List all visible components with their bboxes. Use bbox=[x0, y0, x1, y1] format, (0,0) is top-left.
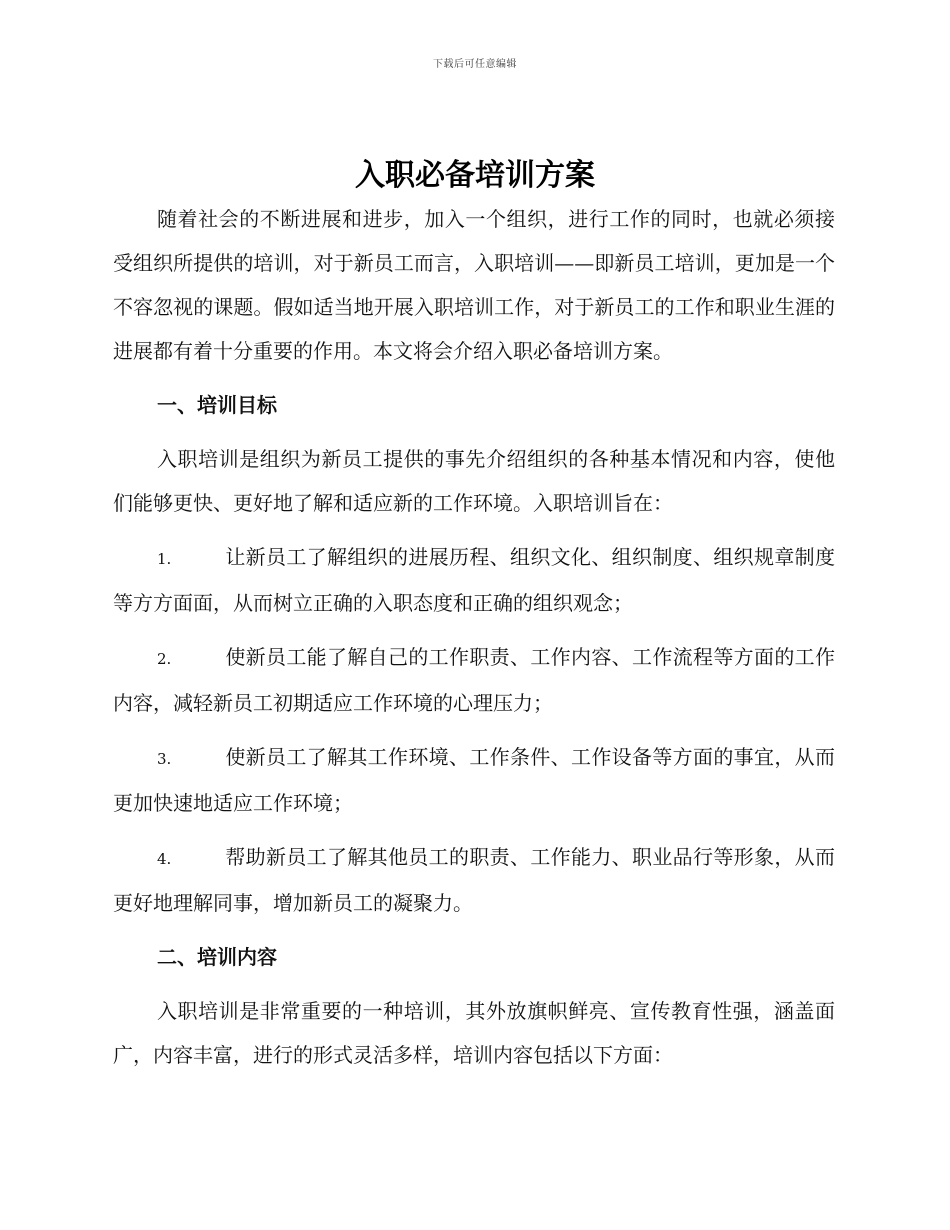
document-body bbox=[113, 197, 835, 1077]
header-note: 下载后可任意编辑 bbox=[433, 59, 517, 70]
list-text: 使新员工能了解自己的工作职责、工作内容、工作流程等方面的工作内容，减轻新员工初期适应工作环境的心理压力； bbox=[113, 645, 835, 715]
list-text: 帮助新员工了解其他员工的职责、工作能力、职业品行等形象，从而更好地理解同事，增加新员工的凝聚力。 bbox=[113, 845, 835, 915]
list-text: 让新员工了解组织的进展历程、组织文化、组织制度、组织规章制度等方方面面，从而树立正确的入职态度和正确的组织观念； bbox=[113, 545, 835, 615]
list-item bbox=[113, 635, 835, 725]
intro-paragraph: 随着社会的不断进展和进步，加入一个组织，进行工作的同时，也就必须接受组织所提供的培训，对于新员工而言，入职培训——即新员工培训，更加是一个不容忽视的课题。假如适当地开展入职培训工作，对于新员工的工作和职业生涯的进展都有着十分重要的作用。本文将会介绍入职必备培训方案。 bbox=[113, 207, 835, 363]
content-paragraph: 入职培训是非常重要的一种培训，其外放旗帜鲜亮、宣传教育性强，涵盖面广，内容丰富，进行的形式灵活多样，培训内容包括以下方面： bbox=[113, 999, 835, 1067]
list-number: 1. bbox=[157, 550, 172, 568]
list-item bbox=[113, 835, 835, 925]
list-number: 2. bbox=[157, 650, 172, 668]
section-heading-content: 二、培训内容 bbox=[157, 945, 277, 969]
document-title: 入职必备培训方案 bbox=[355, 158, 595, 193]
list-text: 使新员工了解其工作环境、工作条件、工作设备等方面的事宜，从而更加快速地适应工作环境； bbox=[113, 745, 835, 815]
list-item bbox=[113, 535, 835, 625]
section-heading-goals: 一、培训目标 bbox=[157, 393, 277, 417]
list-number: 3. bbox=[157, 750, 172, 768]
list-item bbox=[113, 735, 835, 825]
list-number: 4. bbox=[157, 850, 172, 868]
goals-paragraph: 入职培训是组织为新员工提供的事先介绍组织的各种基本情况和内容，使他们能够更快、更好地了解和适应新的工作环境。入职培训旨在： bbox=[113, 447, 835, 515]
